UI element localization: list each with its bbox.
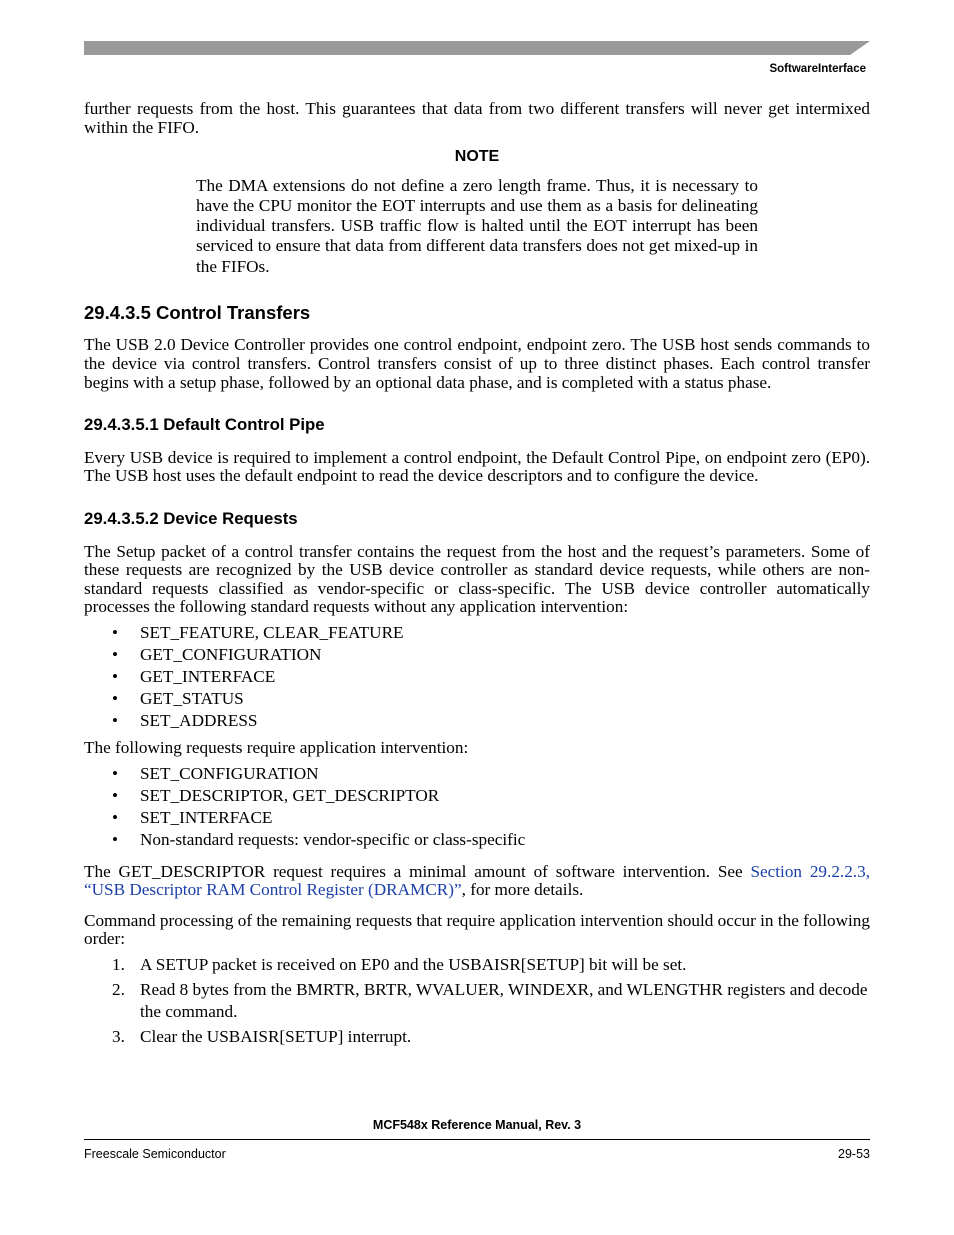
list-item: • GET_CONFIGURATION [112,644,322,664]
list-item: • GET_INTERFACE [112,666,276,686]
dramcr-section-link[interactable]: Section 29.2.2.3, “USB Descriptor RAM Control Register (DRAMCR)” [84,861,870,900]
footer-page-number: 29-53 [838,1147,870,1161]
heading-control-transfers: 29.4.3.5 Control Transfers [84,301,311,323]
list-item: • SET_CONFIGURATION [112,763,319,783]
bullet: • [112,622,119,642]
bullet: • [112,666,119,686]
bullet: • [112,644,119,664]
intervention-intro: The following requests require application intervention: [84,737,469,757]
intervention-requests-list [84,763,870,851]
intro-paragraph: further requests from the host. This guarantees that data from two different transfers will never get intermixed within the FIFO. [84,99,870,137]
footer-manual-title: MCF548x Reference Manual, Rev. 3 [372,1118,582,1132]
device-requests-paragraph: The Setup packet of a control transfer contains the request from the host and the request’s parameters. Some of these requests are recognized by the USB device controller as standard device requests, while others are non-standard requests classified as vendor-specific or class-specific. The USB device controller automatically processes the following standard requests without any application intervention: [84,541,870,617]
descriptor-paragraph: The GET_DESCRIPTOR request requires a minimal amount of software intervention. See Section 29.2.2.3, “USB Descriptor RAM Control Register (DRAMCR)”, for more details. [84,861,870,900]
note-body: The DMA extensions do not define a zero length frame. Thus, it is necessary to have the CPU monitor the EOT interrupts and use them as a basis for delineating individual transfers. USB traffic flow is halted until the EOT interrupt has been serviced to ensure that data from different data transfers does not get mixed-up in the FIFOs. [196,175,758,276]
running-header: SoftwareInterface [769,63,866,75]
list-item: 3. Clear the USBAISR[SETUP] interrupt. [112,1026,412,1046]
processing-steps-list [84,954,870,1048]
processing-intro: Command processing of the remaining requests that require application intervention should occur in the following order: [84,910,870,949]
heading-default-control-pipe: 29.4.3.5.1 Default Control Pipe [84,415,325,435]
header-bar-shape [84,41,870,55]
bullet: • [112,763,119,783]
note-title: NOTE [454,148,500,166]
list-item: • GET_STATUS [112,688,244,708]
header-bar [84,41,870,55]
bullet: • [112,688,119,708]
bullet: • [112,807,119,827]
list-item: 1. A SETUP packet is received on EP0 and the USBAISR[SETUP] bit will be set. [112,954,687,974]
control-transfers-paragraph: The USB 2.0 Device Controller provides one control endpoint, endpoint zero. The USB host sends commands to the device via control transfers. Control transfers consist of up to three distinct phases. Each control transfer begins with a setup phase, followed by an optional data phase, and is completed with a status phase. [84,335,870,392]
default-control-pipe-paragraph: Every USB device is required to implement a control endpoint, the Default Control Pipe, on endpoint zero (EP0). The USB host uses the default endpoint to read the device descriptors and to configure the device. [84,447,870,486]
footer-divider [84,1139,870,1140]
bullet: • [112,829,119,849]
list-item: • SET_INTERFACE [112,807,273,827]
bullet: • [112,785,119,805]
page-body [84,100,870,1051]
list-item: • Non-standard requests: vendor-specific or class-specific [112,829,526,849]
list-item: • SET_ADDRESS [112,710,258,730]
footer-company: Freescale Semiconductor [84,1147,226,1161]
list-item: • SET_FEATURE, CLEAR_FEATURE [112,622,404,642]
standard-requests-list [84,622,870,732]
list-item: • SET_DESCRIPTOR, GET_DESCRIPTOR [112,785,440,805]
bullet: • [112,710,119,730]
heading-device-requests: 29.4.3.5.2 Device Requests [84,508,298,528]
list-item: 2. Read 8 bytes from the BMRTR, BRTR, WVALUER, WINDEXR, and WLENGTHR registers and decode the command. [112,979,868,1021]
